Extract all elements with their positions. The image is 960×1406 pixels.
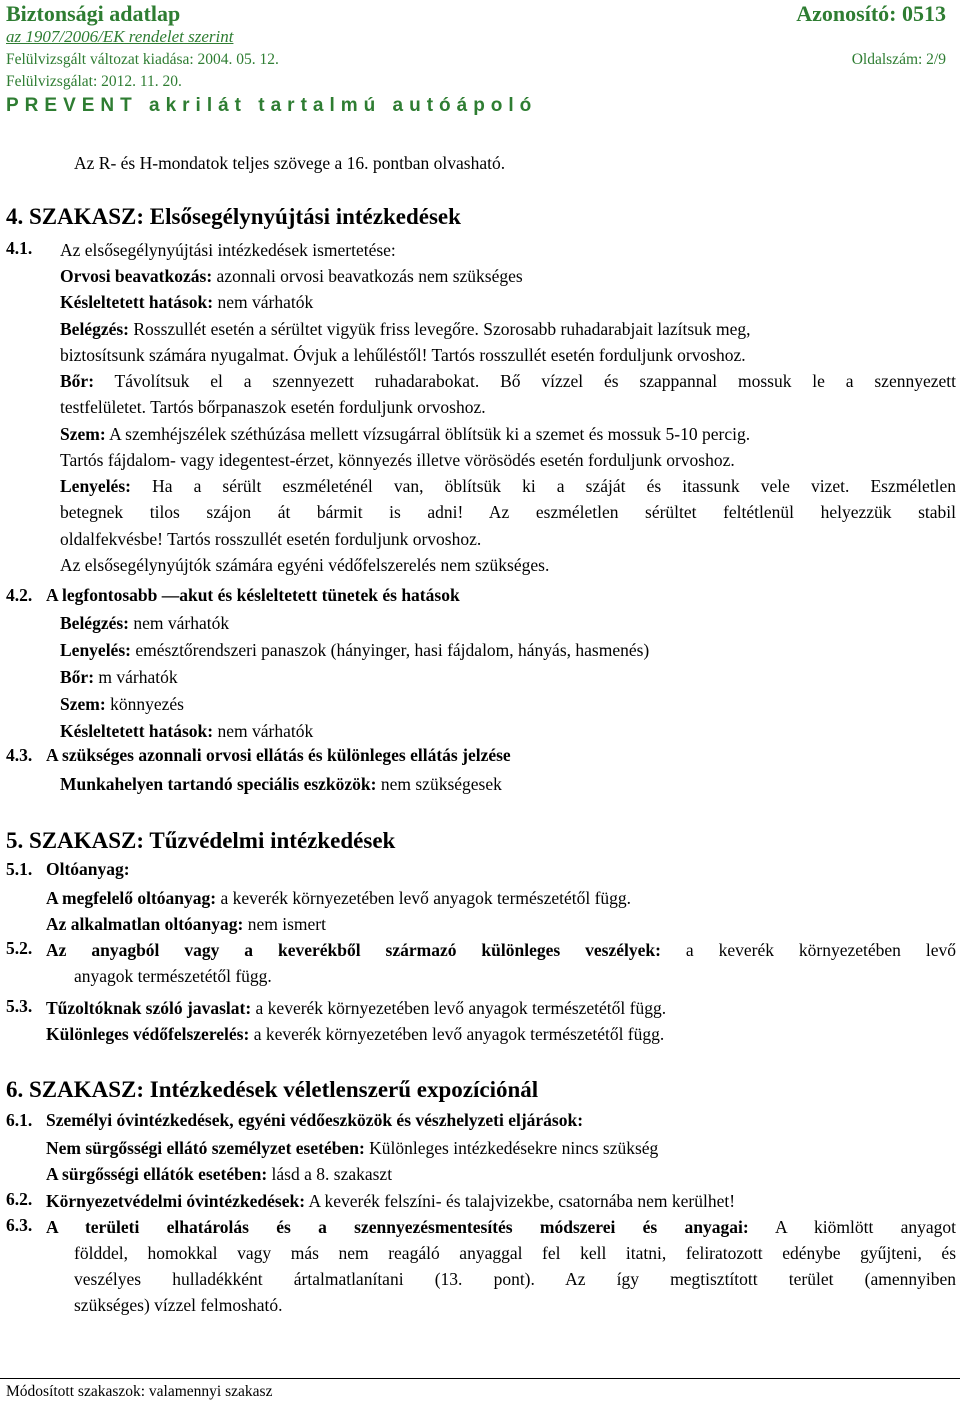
subsection-4-2-number: 4.2. (6, 585, 33, 605)
document-id: Azonosító: 0513 (796, 1, 946, 26)
delayed-effects-line: Késleltetett hatások: nem várhatók (60, 292, 314, 312)
section-5-title: 5. SZAKASZ: Tűzvédelmi intézkedések (6, 828, 396, 853)
ingestion-line: Lenyelés: Ha a sérült eszméleténél van, öblítsük ki a száját és itassunk vele vizet. Eszméletlen (60, 476, 956, 496)
protective-equipment-line: Különleges védőfelszerelés: a keverék környezetében levő anyagok természetétől függ. (46, 1024, 665, 1044)
subsection-5-2-number: 5.2. (6, 938, 33, 958)
subsection-5-1-heading: Oltóanyag: (46, 859, 130, 879)
suitable-extinguisher-line: A megfelelő oltóanyag: a keverék környezetében levő anyagok természetétől függ. (46, 888, 632, 908)
first-aider-ppe-line: Az elsősegélynyújtók számára egyéni védőfelszerelés nem szükséges. (60, 555, 550, 575)
ingestion-line-3: oldalfekvésbe! Tartós rosszullét esetén forduljunk orvoshoz. (60, 529, 482, 549)
non-emergency-personnel-line: Nem sürgősségi ellátó személyzet esetében: Különleges intézkedésekre nincs szükség (46, 1138, 659, 1158)
symptom-inhalation: Belégzés: nem várhatók (60, 613, 230, 633)
firefighter-advice-line: Tűzoltóknak szóló javaslat: a keverék környezetében levő anyagok természetétől függ. (46, 998, 667, 1018)
special-hazards-line: Az anyagból vagy a keverékből származó különleges veszélyek: a keverék környezetében levő (46, 940, 956, 960)
section-4-title: 4. SZAKASZ: Elsősegélynyújtási intézkedések (6, 204, 461, 229)
section-6-title: 6. SZAKASZ: Intézkedések véletlenszerű expozíciónál (6, 1077, 539, 1102)
containment-methods-line: A területi elhatárolás és a szennyezésmentesítés módszerei és anyagai: A kiömlött anyagot (46, 1217, 957, 1237)
skin-line: Bőr: Távolítsuk el a szennyezett ruhadarabokat. Bő vízzel és szappannal mossuk le a szennyezett (60, 371, 956, 391)
environmental-precautions-line: Környezetvédelmi óvintézkedések: A keverék felszíni- és talajvizekbe, csatornába nem kerülhet! (46, 1191, 736, 1211)
subsection-5-3-number: 5.3. (6, 996, 33, 1016)
ingestion-line-2: betegnek tilos szájon át bármit is adni! Az eszméletlen sérültet feltétlenül helyezzük stabil (60, 502, 956, 522)
footer-note: Módosított szakaszok: valamennyi szakasz (6, 1383, 273, 1400)
skin-line-2: testfelületet. Tartós bőrpanaszok esetén forduljunk orvoshoz. (60, 397, 486, 417)
intro-note: Az R- és H-mondatok teljes szövege a 16. pontban olvasható. (74, 153, 506, 173)
medical-intervention-line: Orvosi beavatkozás: azonnali orvosi beavatkozás nem szükséges (60, 266, 523, 286)
symptom-eye: Szem: könnyezés (60, 694, 184, 714)
subsection-4-3-heading: A szükséges azonnali orvosi ellátás és különleges ellátás jelzése (46, 745, 511, 765)
emergency-responders-line: A sürgősségi ellátók esetében: lásd a 8. szakaszt (46, 1164, 393, 1184)
revision-issue: Felülvizsgált változat kiadása: 2004. 05. 12. (6, 51, 279, 68)
footer-divider (0, 1378, 960, 1379)
eye-line: Szem: A szemhéjszélek széthúzása mellett vízsugárral öblítsük ki a szemet és mossuk 5-10 percig. (60, 424, 751, 444)
revision-date: Felülvizsgálat: 2012. 11. 20. (6, 73, 182, 90)
inhalation-line: Belégzés: Rosszullét esetén a sérültet vigyük friss levegőre. Szorosabb ruhadarabjait lazítsuk meg, (60, 319, 751, 339)
containment-methods-line-4: szükséges) vízzel felmosható. (74, 1295, 283, 1315)
eye-line-2: Tartós fájdalom- vagy idegentest-érzet, könnyezés illetve vörösödés esetén forduljunk orvoshoz. (60, 450, 735, 470)
subsection-4-1-heading: Az elsősegélynyújtási intézkedések ismertetése: (60, 240, 396, 260)
unsuitable-extinguisher-line: Az alkalmatlan oltóanyag: nem ismert (46, 914, 326, 934)
symptom-delayed: Késleltetett hatások: nem várhatók (60, 721, 314, 741)
subsection-6-1-number: 6.1. (6, 1110, 33, 1130)
special-equipment-line: Munkahelyen tartandó speciális eszközök: nem szükségesek (60, 774, 502, 794)
regulation-reference: az 1907/2006/EK rendelet szerint (6, 27, 234, 46)
inhalation-line-2: biztosítsunk számára nyugalmat. Óvjuk a lehűléstől! Tartós rosszullét esetén forduljunk orvoshoz. (60, 345, 746, 365)
subsection-4-2-heading: A legfontosabb —akut és késleltetett tünetek és hatások (46, 585, 460, 605)
document-title: Biztonsági adatlap (6, 1, 181, 26)
subsection-6-1-heading: Személyi óvintézkedések, egyéni védőeszközök és vészhelyzeti eljárások: (46, 1110, 584, 1130)
subsection-4-3-number: 4.3. (6, 745, 33, 765)
containment-methods-line-2: földdel, homokkal vagy más nem reagáló anyaggal fel kell itatni, feliratozott edénybe gyűjteni, és (74, 1243, 956, 1263)
subsection-5-1-number: 5.1. (6, 859, 33, 879)
subsection-6-2-number: 6.2. (6, 1189, 33, 1209)
symptom-skin: Bőr: m várhatók (60, 667, 178, 687)
special-hazards-line-2: anyagok természetétől függ. (74, 966, 272, 986)
product-name: PREVENT akrilát tartalmú autóápoló (6, 95, 538, 116)
symptom-ingestion: Lenyelés: emésztőrendszeri panaszok (hányinger, hasi fájdalom, hányás, hasmenés) (60, 640, 650, 660)
page-number: Oldalszám: 2/9 (851, 51, 946, 68)
subsection-4-1-number: 4.1. (6, 238, 33, 258)
subsection-6-3-number: 6.3. (6, 1215, 33, 1235)
containment-methods-line-3: veszélyes hulladékként ártalmatlanítani (13. pont). Az így megtisztított terület (amennyiben (74, 1269, 956, 1289)
